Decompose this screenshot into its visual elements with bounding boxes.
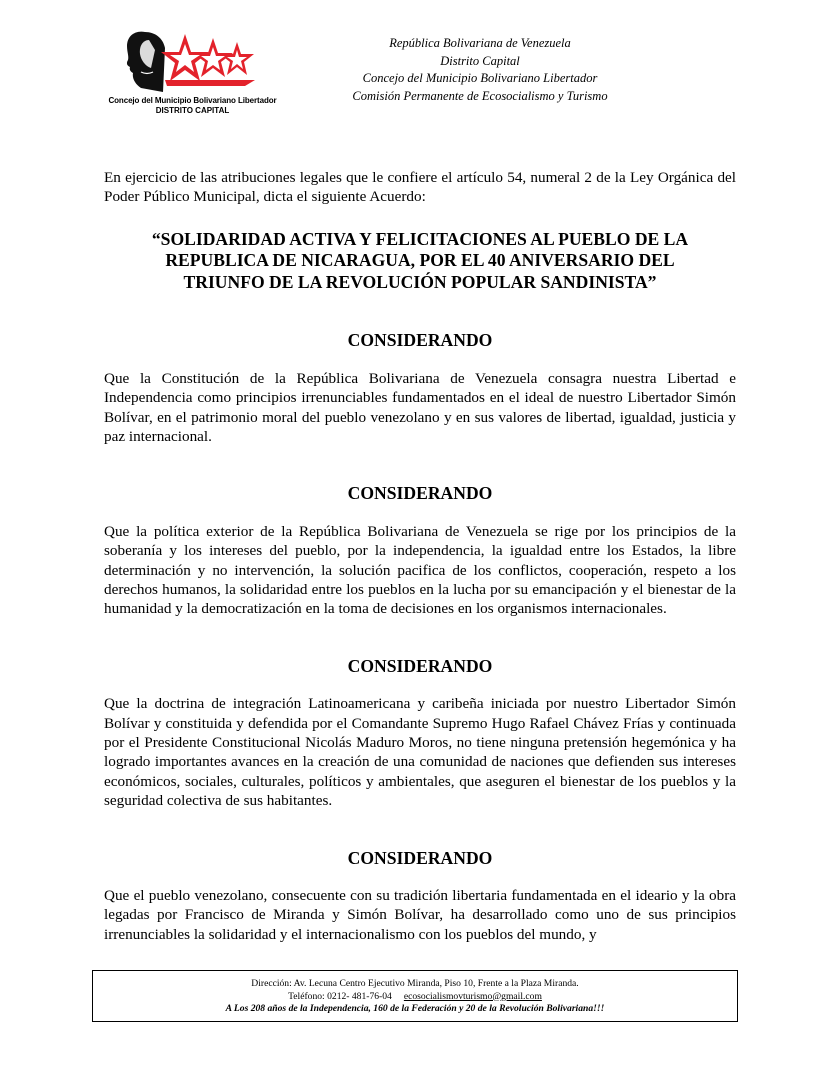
letterhead — [290, 35, 670, 105]
section-paragraph: Que la doctrina de integración Latinoamericana y caribeña iniciada por nuestro Libertador Simón Bolívar y constituida y defendida por el Comandante Supremo Hugo Rafael Chávez Frías y continuada por el Presidente Constitucional Nicolás Maduro Moros, no tiene ninguna pretensión hegemónica y ha logrado importantes avances en la creación de una comunidad de naciones que defienden sus intereses económicos, sociales, culturales, políticos y ambientales, que aseguren el bienestar de los pueblos y la seguridad colectiva de sus habitantes. — [104, 695, 736, 810]
title-line: REPUBLICA DE NICARAGUA, POR EL 40 ANIVERSARIO DEL — [165, 250, 675, 271]
council-logo — [105, 28, 280, 120]
section-paragraph: Que la Constitución de la República Bolivariana de Venezuela consagra nuestra Libertad e Independencia como principios irrenunciables fundamentados en el ideal de nuestro Libertador Simón Bolívar, en el patrimonio moral del pueblo venezolano y en sus valores de libertad, igualdad, justicia y paz internacional. — [104, 369, 736, 445]
footer-box — [92, 970, 738, 1022]
section-paragraph: Que la política exterior de la República Bolivariana de Venezuela se rige por los principios de la soberanía y los intereses del pueblo, por la independencia, la igualdad entre los Estados, la libre determinación y no intervención, la solución pacifica de los conflictos, cooperación, respeto a los derechos humanos, la solidaridad entre los pueblos en la lucha por su emancipación y el bienestar de la humanidad y la democratización en la toma de decisiones en los organismos internacionales. — [104, 522, 736, 618]
footer-motto: A Los 208 años de la Independencia, 160 de la Federación y 20 de la Revolución Bolivariana!!! — [225, 1003, 605, 1014]
section-heading: CONSIDERANDO — [347, 330, 493, 351]
logo-emblem — [105, 28, 280, 98]
intro-paragraph: En ejercicio de las atribuciones legales que le confiere el artículo 54, numeral 2 de la Ley Orgánica del Poder Público Municipal, dicta el siguiente Acuerdo: — [104, 169, 736, 206]
section-heading: CONSIDERANDO — [347, 847, 493, 868]
letterhead-line: Concejo del Municipio Bolivariano Libertador — [362, 71, 598, 85]
title-line: “SOLIDARIDAD ACTIVA Y FELICITACIONES AL PUEBLO DE LA — [151, 228, 689, 249]
footer-phone: Teléfono: 0212- 481-76-04 — [288, 990, 392, 1002]
agreement-title — [104, 229, 736, 294]
footer-address: Dirección: Av. Lecuna Centro Ejecutivo Miranda, Piso 10, Frente a la Plaza Miranda. — [251, 978, 579, 989]
footer-email-link[interactable]: ecosocialismovturismo@gmail.com — [403, 990, 542, 1002]
section-heading: CONSIDERANDO — [347, 655, 493, 676]
logo-caption: Concejo del Municipio Bolivariano Libertador — [108, 96, 277, 105]
document-body — [104, 168, 736, 944]
logo-caption-subtitle: DISTRITO CAPITAL — [155, 106, 230, 115]
letterhead-line: Comisión Permanente de Ecosocialismo y Turismo — [352, 88, 608, 103]
section-paragraph: Que el pueblo venezolano, consecuente con su tradición libertaria fundamentada en el ideario y la obra legadas por Francisco de Miranda y Simón Bolívar, ha desarrollado como uno de sus principios irrenunciables la solidaridad y el internacionalismo con los pueblos del mundo, y — [104, 887, 736, 943]
footer-contact — [93, 991, 737, 1004]
title-line: TRIUNFO DE LA REVOLUCIÓN POPULAR SANDINISTA” — [183, 271, 657, 292]
letterhead-line: Distrito Capital — [440, 53, 520, 68]
letterhead-line: República Bolivariana de Venezuela — [389, 36, 571, 50]
section-heading: CONSIDERANDO — [347, 483, 493, 504]
